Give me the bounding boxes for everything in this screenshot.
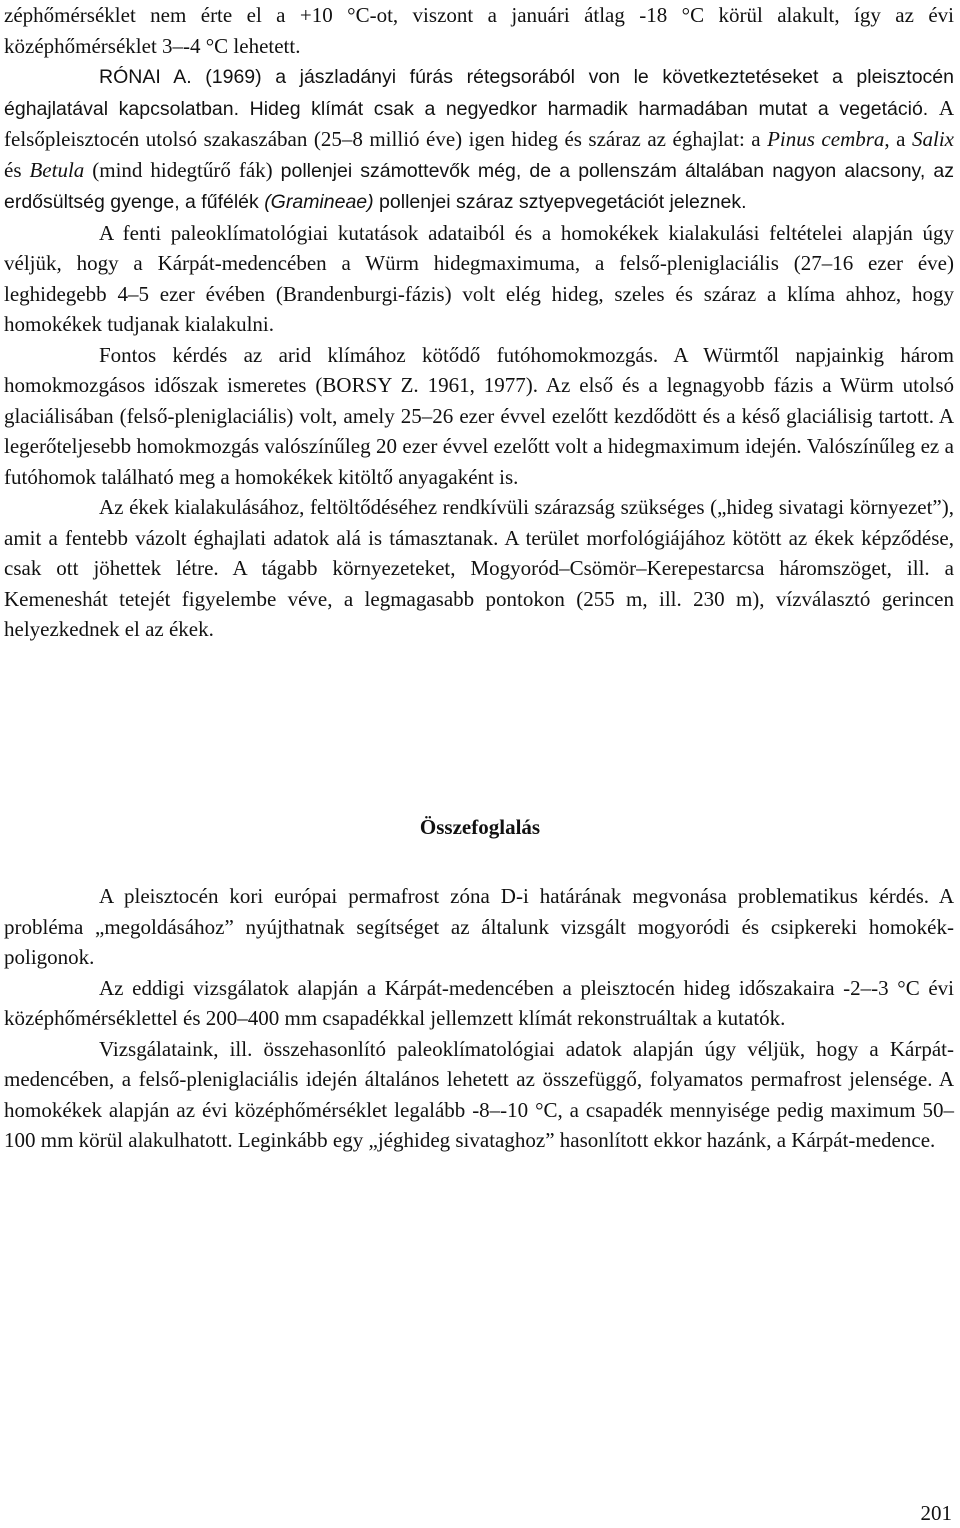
text-segment: , a bbox=[884, 127, 912, 151]
page-number: 201 bbox=[920, 1501, 952, 1525]
body-paragraph-4 bbox=[4, 340, 954, 493]
text-segment: zéphőmérséklet nem érte el a +10 °C-ot, viszont a januári átlag -18 °C körül alakult, így az évi középhőmérséklet 3–-4 °C lehetett. bbox=[4, 3, 954, 58]
text-segment: Fontos kérdés az arid klímához kötődő futóhomokmozgás. A Würmtől napjainkig három homokmozgásos időszak ismeretes (BORSY Z. 1961, 1977). Az első és a legnagyobb fázis a Würm utolsó glaciálisában (felső-pleniglaciális) volt, amely 25–26 ezer évvel ezelőtt kezdődött és a késő glaciálisig tartott. A legerőteljesebb homokmozgás valószínűleg 20 ezer évvel ezelőtt volt a hidegmaximum idején. Valószínűleg ez a futóhomok található meg a homokékek kitöltő anyagaként is. bbox=[4, 342, 954, 489]
text-segment: A pleisztocén kori európai permafrost zóna D-i határának megvonása problematikus kérdés. A probléma „megoldásához” nyújthatnak segítséget az általunk vizsgált mogyoródi és csipkereki homokék-poligonok. bbox=[4, 884, 954, 969]
summary-text bbox=[4, 881, 954, 1156]
body-paragraph-5 bbox=[4, 492, 954, 645]
text-segment: (mind hidegtűrő fák) bbox=[84, 157, 281, 182]
text-segment: RÓNAI A. (1969) a jászladányi fúrás rétegsorából von le következtetéseket a pleisztocén éghajlatával kapcsolatban. Hideg klímát csak a negyedkor harmadik harmadában mutat a vegetáció. bbox=[4, 66, 954, 120]
main-text bbox=[4, 0, 954, 645]
text-segment: pollenjei száraz sztyepvegetációt jeleznek. bbox=[373, 191, 747, 213]
text-segment: pollenjei számottevők még, de a pollenszám általában nagyon alacsony, az erdősültség gyenge, a fűfélék bbox=[4, 159, 955, 213]
text-segment: és bbox=[4, 157, 30, 182]
text-segment: Pinus cembra bbox=[767, 127, 885, 151]
section-heading-summary: Összefoglalás bbox=[419, 815, 541, 839]
body-paragraph-1 bbox=[4, 0, 954, 61]
summary-paragraph-1 bbox=[4, 881, 954, 973]
text-segment: (Gramineae) bbox=[264, 191, 374, 213]
text-segment: Az eddigi vizsgálatok alapján a Kárpát-medencében a pleisztocén hideg időszakaira -2–-3 °C évi középhőmérséklettel és 200–400 mm csapadékkal jellemzett klímát rekonstruáltak a kutatók. bbox=[4, 975, 954, 1030]
body-paragraph-3 bbox=[4, 218, 954, 340]
summary-paragraph-2 bbox=[4, 973, 954, 1034]
text-segment: Az ékek kialakulásához, feltöltődéséhez rendkívüli szárazság szükséges („hideg sivatagi környezet”), amit a fentebb vázolt éghajlati adatok alá is támasztanak. A terület morfológiájához kötött az ékek képződése, csak ott jöhettek létre. A tágabb környezeteket, Mogyoród–Csömör–Kerepestarcsa háromszöget, ill. a Kemeneshát tetejét figyelembe véve, a legmagasabb pontokon (255 m, ill. 230 m), vízválasztó gerincen helyezkednek el az ékek. bbox=[4, 495, 954, 641]
text-segment: A felsőpleisztocén utolsó szakaszában (25–8 millió éve) igen hideg és száraz az éghajlat: a bbox=[4, 95, 954, 151]
summary-paragraph-3 bbox=[4, 1034, 954, 1156]
text-segment: Vizsgálataink, ill. összehasonlító paleoklímatológiai adatok alapján úgy véljük, hogy a Kárpát-medencében, a felső-pleniglaciális idején általános lehetett az összefüggő, folyamatos permafrost jelensége. A homokékek alapján az évi középhőmérséklet legalább -8–-10 °C, a csapadék mennyisége pedig maximum 50–100 mm körül alakulhatott. Leginkább egy „jéghideg sivataghoz” hasonlított ekkor hazánk, a Kárpát-medence. bbox=[4, 1036, 954, 1152]
text-segment: Salix bbox=[911, 127, 954, 151]
body-paragraph-2 bbox=[4, 61, 954, 218]
text-segment: A fenti paleoklímatológiai kutatások adataiból és a homokékek kialakulási feltételei alapján úgy véljük, hogy a Kárpát-medencében a Würm hidegmaximuma, a felső-pleniglaciális (27–16 ezer éve) leghidegebb 4–5 ezer évében (Brandenburgi-fázis) volt elég hideg, szeles és száraz a klíma ahhoz, hogy homokékek tudjanak kialakulni. bbox=[4, 220, 954, 336]
text-segment: Betula bbox=[29, 157, 85, 182]
